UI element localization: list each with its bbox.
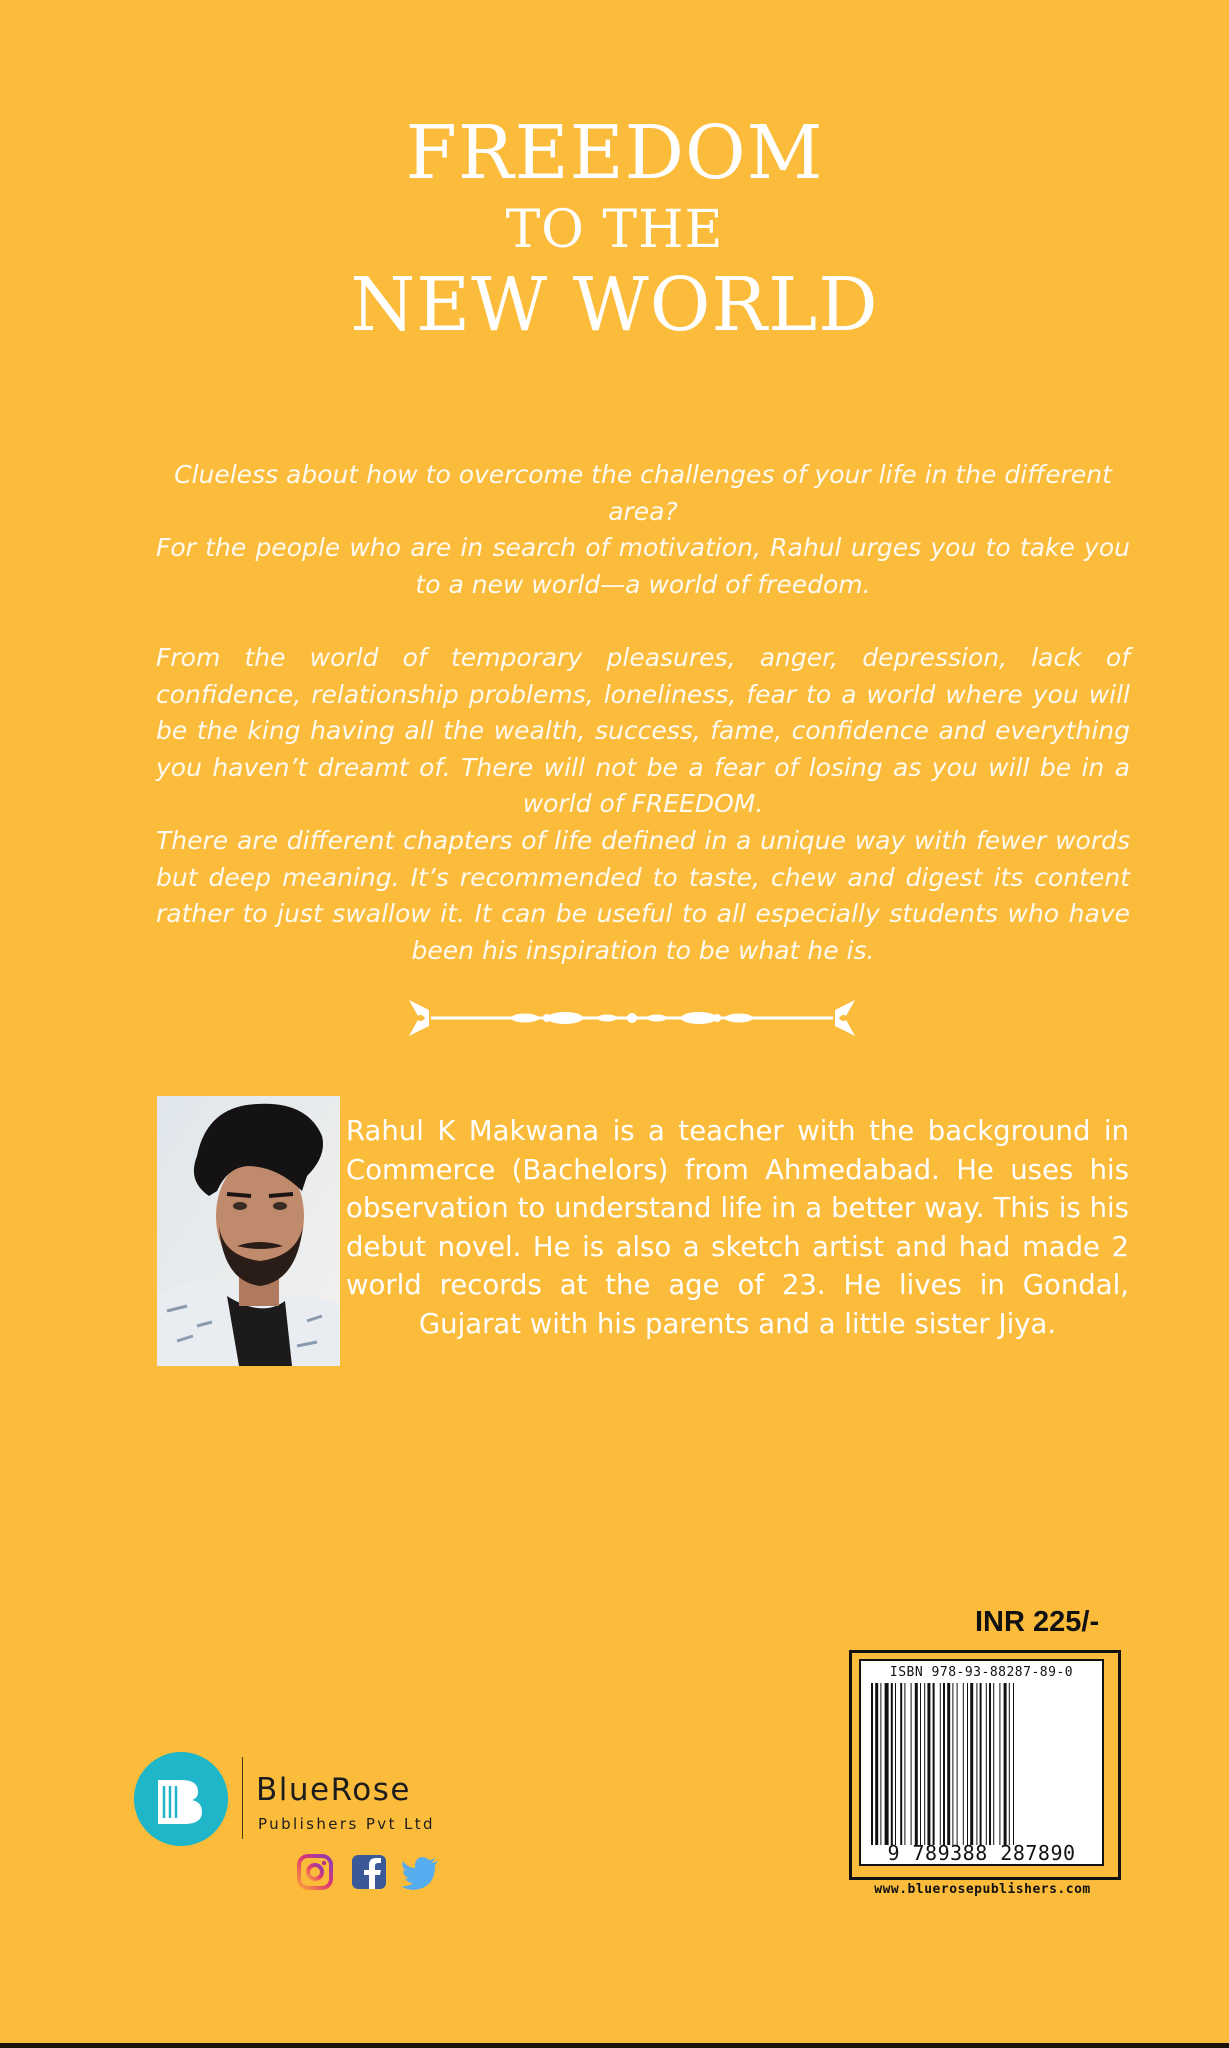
- blurb-text: Clueless about how to overcome the challenges of your life in the different area?: [174, 460, 1112, 526]
- blurb-text: For the people who are in search of motivation, Rahul urges you to take you to a new world—a world of freedom.: [156, 533, 1130, 599]
- twitter-icon[interactable]: [401, 1853, 439, 1891]
- blurb-text: There are different chapters of life defined in a unique way with fewer words but deep meaning. It’s recommended to taste, chew and digest its content rather to just swallow it. It can be useful to all especially students who have been his inspiration to be what he is.: [156, 826, 1130, 965]
- blurb-paragraph-3: [156, 640, 1130, 823]
- facebook-icon[interactable]: [350, 1853, 388, 1891]
- bluerose-logo-icon: [134, 1752, 228, 1846]
- ornamental-divider: [407, 996, 857, 1040]
- blurb-text: From the world of temporary pleasures, anger, depression, lack of confidence, relationship problems, loneliness, fear to a world where you will be the king having all the wealth, success, fame, confidence and everything you haven’t dreamt of. There will not be a fear of losing as you will be in a world of FREEDOM.: [156, 643, 1130, 818]
- title-line-1: FREEDOM: [405, 110, 824, 196]
- blurb-paragraph-1: [156, 457, 1130, 530]
- price-label: INR 225/-: [975, 1606, 1100, 1638]
- barcode: [859, 1659, 1104, 1866]
- publisher-name: BlueRose: [256, 1772, 411, 1808]
- publisher-website[interactable]: www.bluerosepublishers.com: [874, 1882, 1091, 1897]
- barcode-box: [849, 1650, 1121, 1880]
- blurb-paragraph-2: [156, 530, 1130, 603]
- isbn-label: ISBN 978-93-88287-89-0: [889, 1665, 1074, 1680]
- blurb-paragraph-4: [156, 823, 1130, 969]
- barcode-digits: 9 789388 287890: [887, 1841, 1076, 1865]
- author-bio: Rahul K Makwana is a teacher with the background in Commerce (Bachelors) from Ahmedabad. He uses his observation to understand life in a better way. This is his debut novel. He is also a sketch artist and had made 2 world records at the age of 23. He lives in Gondal, Gujarat with his parents and a little sister Jiya.: [346, 1115, 1129, 1340]
- instagram-icon[interactable]: [296, 1853, 334, 1891]
- publisher-subtitle: Publishers Pvt Ltd: [258, 1815, 435, 1833]
- author-photo: [157, 1096, 340, 1366]
- title-line-2: TO THE: [505, 200, 724, 260]
- barcode-bars: [871, 1683, 1091, 1845]
- bottom-edge: [0, 2043, 1229, 2048]
- title-line-3: NEW WORLD: [350, 262, 879, 348]
- logo-divider: [242, 1757, 243, 1839]
